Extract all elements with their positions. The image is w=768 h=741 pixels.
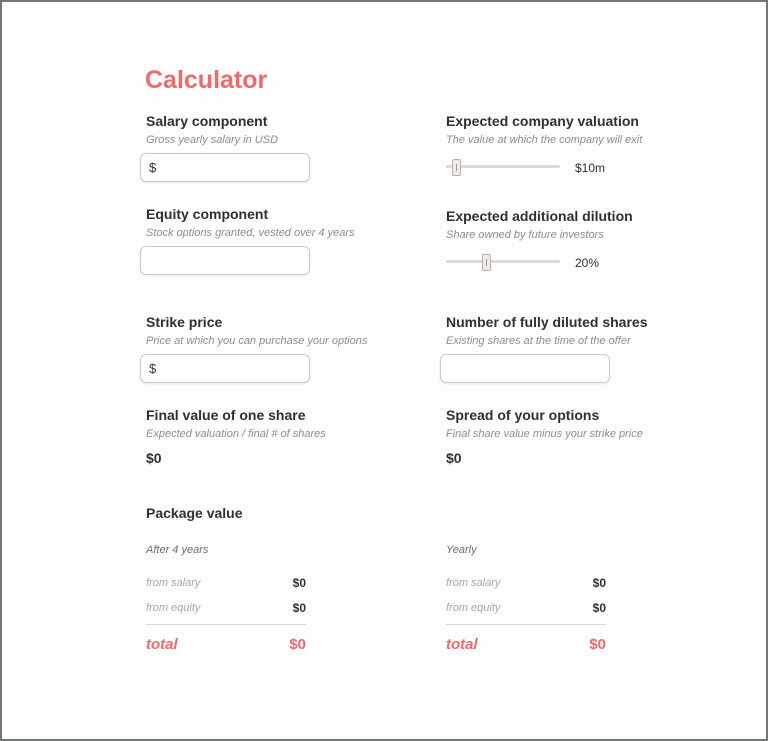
final-share-value: $0	[146, 450, 162, 466]
salary-currency-prefix: $	[149, 160, 157, 175]
final-share-label: Final value of one share	[146, 407, 306, 423]
dilution-hint: Share owned by future investors	[446, 229, 604, 241]
strike-hint: Price at which you can purchase your options	[146, 335, 368, 347]
shares-hint: Existing shares at the time of the offer	[446, 335, 631, 347]
yearly-total-label: total	[446, 636, 478, 653]
four-years-equity-value: $0	[292, 601, 306, 615]
yearly-divider	[446, 624, 606, 625]
four-years-total-label: total	[146, 636, 178, 653]
yearly-total-value: $0	[589, 636, 606, 653]
valuation-hint: The value at which the company will exit	[446, 134, 643, 146]
spread-value: $0	[446, 450, 462, 466]
valuation-slider-handle[interactable]	[452, 159, 461, 176]
valuation-slider-track[interactable]	[446, 165, 560, 168]
salary-hint: Gross yearly salary in USD	[146, 134, 279, 146]
four-years-divider	[146, 624, 306, 625]
equity-label: Equity component	[146, 206, 269, 222]
dilution-slider-track[interactable]	[446, 260, 560, 263]
yearly-salary-label: from salary	[446, 577, 501, 589]
valuation-label: Expected company valuation	[446, 113, 639, 129]
shares-label: Number of fully diluted shares	[446, 314, 648, 330]
spread-hint: Final share value minus your strike price	[446, 428, 643, 440]
dilution-label: Expected additional dilution	[446, 208, 633, 224]
shares-input[interactable]	[440, 354, 610, 383]
dilution-value: 20%	[575, 256, 600, 270]
package-label: Package value	[146, 505, 243, 521]
yearly-salary-value: $0	[592, 576, 606, 590]
yearly-equity-label: from equity	[446, 602, 501, 614]
equity-hint: Stock options granted, vested over 4 years	[146, 227, 355, 239]
four-years-total-value: $0	[289, 636, 306, 653]
salary-input[interactable]	[140, 153, 310, 182]
spread-label: Spread of your options	[446, 407, 600, 423]
four-years-salary-value: $0	[292, 576, 306, 590]
strike-label: Strike price	[146, 314, 223, 330]
strike-currency-prefix: $	[149, 361, 157, 376]
salary-label: Salary component	[146, 113, 268, 129]
yearly-heading: Yearly	[446, 544, 477, 556]
four-years-salary-label: from salary	[146, 577, 201, 589]
page-title: Calculator	[145, 66, 268, 94]
four-years-heading: After 4 years	[146, 544, 209, 556]
final-share-hint: Expected valuation / final # of shares	[146, 428, 326, 440]
four-years-equity-label: from equity	[146, 602, 201, 614]
yearly-equity-value: $0	[592, 601, 606, 615]
valuation-value: $10m	[575, 161, 606, 175]
equity-input[interactable]	[140, 246, 310, 275]
strike-input[interactable]	[140, 354, 310, 383]
dilution-slider-handle[interactable]	[482, 254, 491, 271]
